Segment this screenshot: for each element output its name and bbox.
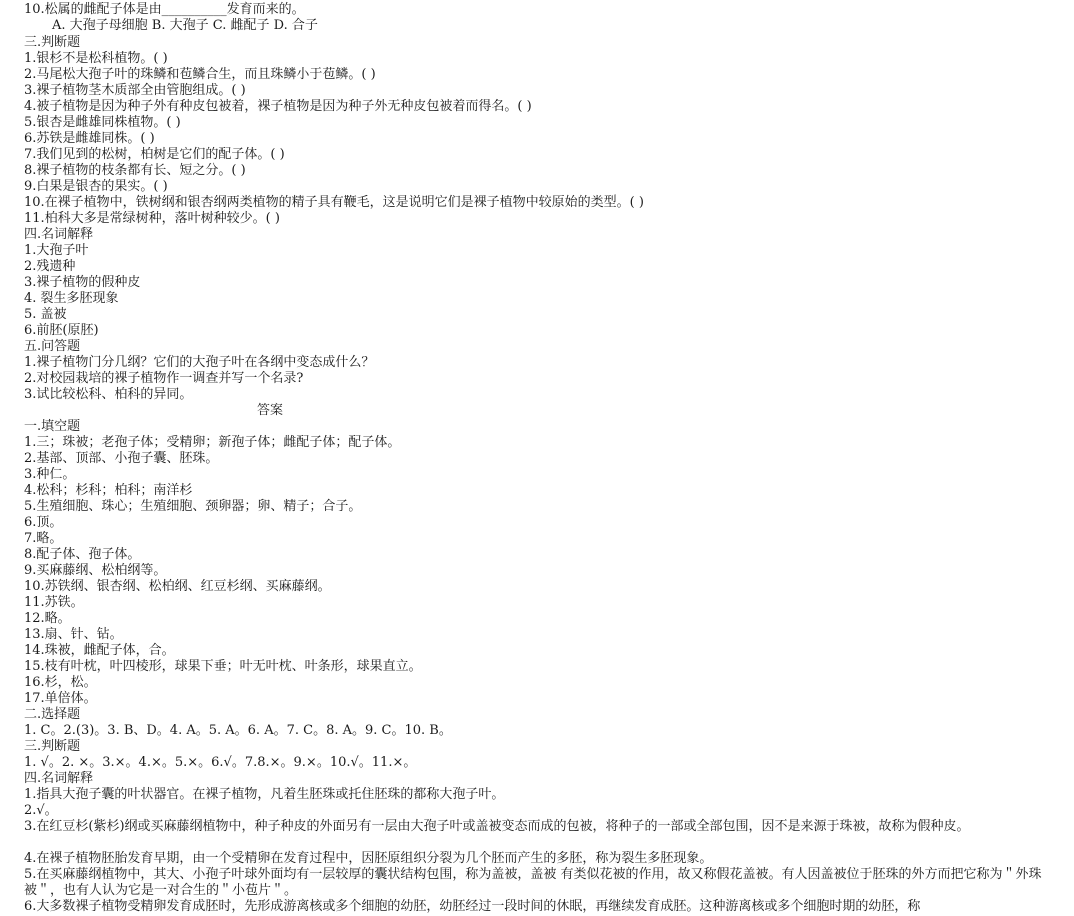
answer-fill-item: 12.略。 xyxy=(24,611,71,626)
answer-fill-item: 1.三；珠被；老孢子体；受精卵；新孢子体；雌配子体；配子体。 xyxy=(24,435,401,450)
answer-fill-item: 3.种仁。 xyxy=(24,467,76,482)
answer-fill-item: 8.配子体、孢子体。 xyxy=(24,547,141,562)
answer-fill-item: 2.基部、顶部、小孢子囊、胚珠。 xyxy=(24,451,219,466)
answer-term-item: 4.在裸子植物胚胎发育早期，由一个受精卵在发育过程中，因胚原组织分裂为几个胚而产生的多胚，称为裂生多胚现象。 xyxy=(24,851,713,866)
short-answer-item: 1.裸子植物门分几纲？它们的大孢子叶在各纲中变态成什么？ xyxy=(24,355,375,370)
answer-choice-list: 1. C。2.(3)。3. B、D。4. A。5. A。6. A。7. C。8. A。9. C。10. B。 xyxy=(24,723,452,738)
true-false-item: 3.裸子植物茎木质部全由管胞组成。( ) xyxy=(24,83,246,98)
answer-heading-terms: 四.名词解释 xyxy=(24,771,94,786)
true-false-item: 6.苏铁是雌雄同株。( ) xyxy=(24,131,155,146)
short-answer-item: 2.对校园栽培的裸子植物作一调查并写一个名录? xyxy=(24,371,304,386)
answer-term-item: 3.在红豆杉(紫杉)纲或买麻藤纲植物中，种子种皮的外面另有一层由大孢子叶或盖被变态而成的包被，将种子的一部或全部包围，因不是来源于珠被，故称为假种皮。 xyxy=(24,819,970,834)
answer-heading-choice: 二.选择题 xyxy=(24,707,81,722)
answer-true-false-list: 1. √。2. ×。3.×。4.×。5.×。6.√。7.8.×。9.×。10.√。11.×。 xyxy=(24,755,417,770)
true-false-item: 5.银杏是雌雄同株植物。( ) xyxy=(24,115,181,130)
answer-fill-item: 11.苏铁。 xyxy=(24,595,84,610)
answer-fill-item: 15.枝有叶枕，叶四棱形，球果下垂；叶无叶枕、叶条形，球果直立。 xyxy=(24,659,422,674)
answer-fill-item: 4.松科；杉科；柏科；南洋杉 xyxy=(24,483,193,498)
true-false-item: 7.我们见到的松树，柏树是它们的配子体。( ) xyxy=(24,147,285,162)
answer-term-item: 6.大多数裸子植物受精卵发育成胚时，先形成游离核或多个细胞的幼胚，幼胚经过一段时间的休眠，再继续发育成胚。这种游离核或多个细胞时期的幼胚，称 xyxy=(24,899,921,914)
section-heading-true-false: 三.判断题 xyxy=(24,35,81,50)
answer-term-item: 5.在买麻藤纲植物中，其大、小孢子叶球外面均有一层较厚的囊状结构包围，称为盖被，盖被 有类似花被的作用，故又称假花盖被。有人因盖被位于胚珠的外方而把它称为＂外珠被＂，也有人认为它是一对合生的＂小苞片＂。 xyxy=(24,867,1042,898)
answer-fill-item: 16.杉，松。 xyxy=(24,675,97,690)
true-false-item: 2.马尾松大孢子叶的珠鳞和苞鳞合生，而且珠鳞小于苞鳞。( ) xyxy=(24,67,376,82)
section-heading-short-answer: 五.问答题 xyxy=(24,339,81,354)
answer-fill-item: 17.单倍体。 xyxy=(24,691,97,706)
answer-term-item: 1.指具大孢子囊的叶状器官。在裸子植物，凡着生胚珠或托住胚珠的都称大孢子叶。 xyxy=(24,787,505,802)
true-false-item: 8.裸子植物的枝条都有长、短之分。( ) xyxy=(24,163,246,178)
true-false-item: 9.白果是银杏的果实。( ) xyxy=(24,179,168,194)
answer-fill-item: 7.略。 xyxy=(24,531,63,546)
answer-fill-item: 10.苏铁纲、银杏纲、松柏纲、红豆杉纲、买麻藤纲。 xyxy=(24,579,331,594)
answer-heading-fill-in: 一.填空题 xyxy=(24,419,81,434)
term-item: 4. 裂生多胚现象 xyxy=(24,291,119,306)
answer-fill-item: 13.扇、针、钻。 xyxy=(24,627,123,642)
short-answer-item: 3.试比较松科、柏科的异同。 xyxy=(24,387,193,402)
true-false-item: 1.银杉不是松科植物。( ) xyxy=(24,51,168,66)
term-item: 2.残遗种 xyxy=(24,259,76,274)
true-false-item: 11.柏科大多是常绿树种，落叶树种较少。( ) xyxy=(24,211,280,226)
term-item: 5. 盖被 xyxy=(24,307,67,322)
answer-fill-item: 5.生殖细胞、珠心；生殖细胞、颈卵器；卵、精子；合子。 xyxy=(24,499,362,514)
answer-term-item: 2.√。 xyxy=(24,803,58,818)
term-item: 6.前胚(原胚) xyxy=(24,323,99,338)
answer-heading-true-false: 三.判断题 xyxy=(24,739,81,754)
answer-fill-item: 9.买麻藤纲、松柏纲等。 xyxy=(24,563,167,578)
question-10: 10.松属的雌配子体是由__________发育而来的。 xyxy=(24,2,305,17)
answer-fill-item: 6.顶。 xyxy=(24,515,63,530)
true-false-item: 4.被子植物是因为种子外有种皮包被着，裸子植物是因为种子外无种皮包被着而得名。( ) xyxy=(24,99,532,114)
answer-fill-item: 14.珠被，雌配子体，合。 xyxy=(24,643,175,658)
term-item: 3.裸子植物的假种皮 xyxy=(24,275,141,290)
section-heading-term-definitions: 四.名词解释 xyxy=(24,227,94,242)
true-false-item: 10.在裸子植物中，铁树纲和银杏纲两类植物的精子具有鞭毛，这是说明它们是裸子植物中较原始的类型。( ) xyxy=(24,195,644,210)
question-10-options: A. 大孢子母细胞 B. 大孢子 C. 雌配子 D. 合子 xyxy=(52,18,318,33)
answers-title: 答案 xyxy=(256,403,283,418)
term-item: 1.大孢子叶 xyxy=(24,243,89,258)
